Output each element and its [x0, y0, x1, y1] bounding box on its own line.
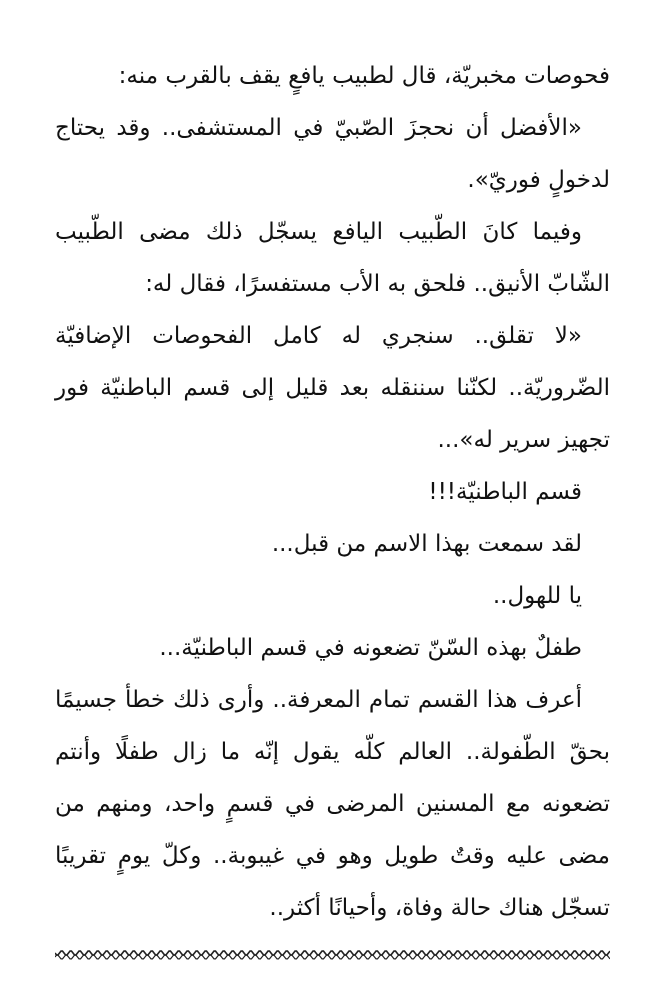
paragraph-4: «لا تقلق.. سنجري له كامل الفحوصات الإضافيّة الضّروريّة.. لكنّنا سننقله بعد قليل إلى قسم الباطنيّة فور تجهيز سرير له»...: [55, 323, 610, 453]
paragraph-9: أعرف هذا القسم تمام المعرفة.. وأرى ذلك خطأ جسيمًا بحقّ الطّفولة.. العالم كلّه يقول إنّه ما زال طفلًا وأنتم تضعونه مع المسنين المرضى في قسمٍ واحد، ومنهم من مضى عليه وقتٌ طويل وهو في غيبوبة.. وكلّ يومٍ تقريبًا تسجّل هناك حالة وفاة، وأحيانًا أكثر..: [55, 687, 610, 921]
paragraph-2: «الأفضل أن نحجزَ الصّبيّ في المستشفى.. وقد يحتاج لدخولٍ فوريّ».: [55, 115, 610, 193]
wavy-divider: [55, 948, 610, 962]
body-text: [55, 50, 610, 934]
paragraph-6: لقد سمعت بهذا الاسم من قبل...: [271, 531, 582, 557]
paragraph-7: يا للهول..: [492, 583, 582, 609]
paragraph-8: طفلٌ بهذه السّنّ تضعونه في قسم الباطنيّة...: [159, 635, 582, 661]
paragraph-3: وفيما كانَ الطّبيب اليافع يسجّل ذلك مضى الطّبيب الشّابّ الأنيق.. فلحق به الأب مستفسرًا، فقال له:: [55, 219, 610, 297]
paragraph-1: فحوصات مخبريّة، قال لطبيب يافعٍ يقف بالقرب منه:: [118, 63, 610, 89]
paragraph-5: قسم الباطنيّة!!!: [428, 479, 582, 505]
